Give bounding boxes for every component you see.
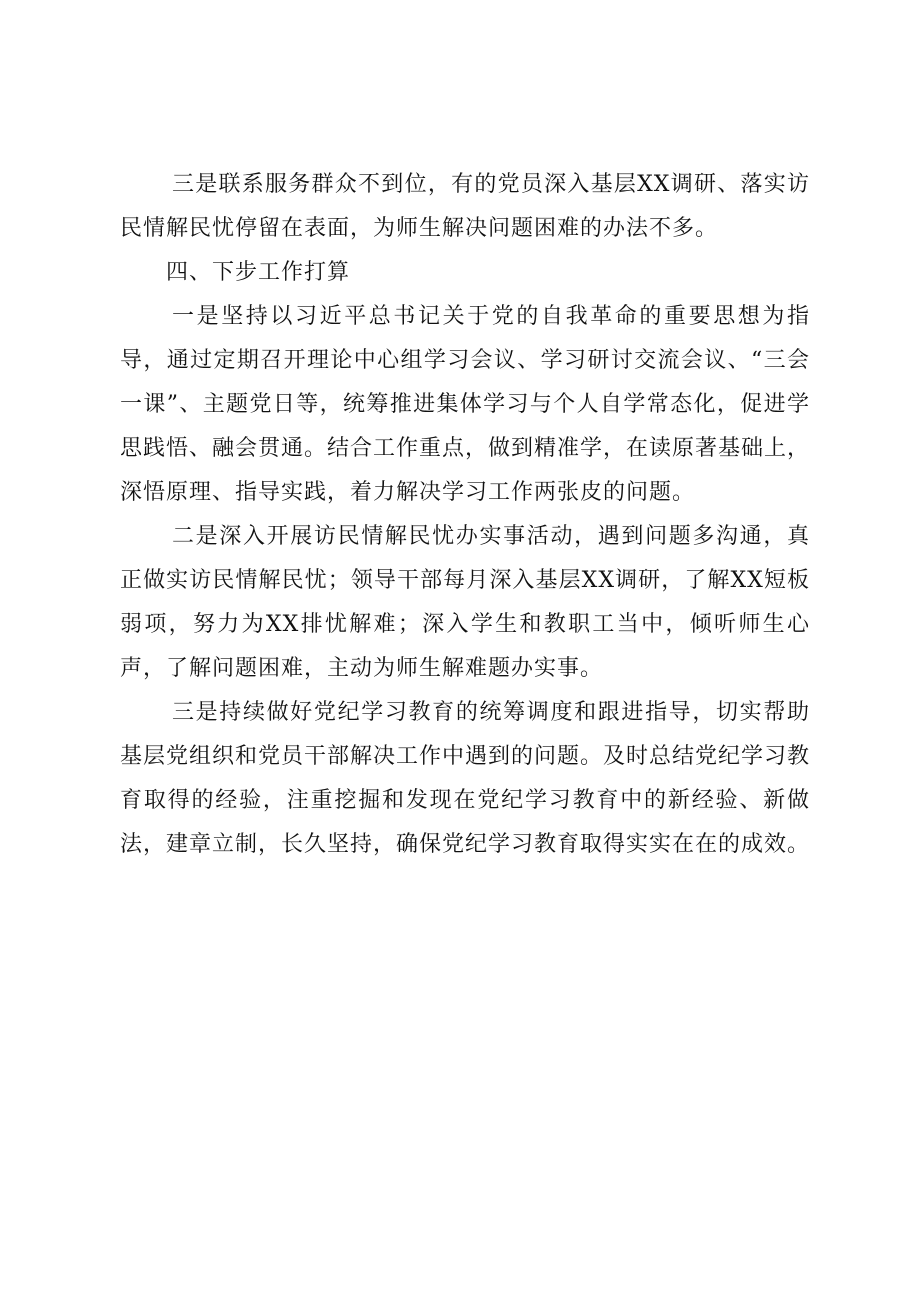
paragraph-plan-2: 二是深入开展访民情解民忧办实事活动，遇到问题多沟通，真正做实访民情解民忧；领导干部每月深入基层XX调研，了解XX短板弱项，努力为XX排忧解难；深入学生和教职工当中，倾听师生心声，了解问题困难，主动为师生解难题办实事。 [120, 524, 810, 681]
section-heading: 四、下步工作打算 [166, 260, 351, 285]
paragraph-problem-3: 三是联系服务群众不到位，有的党员深入基层XX调研、落实访民情解民忧停留在表面，为师生解决问题困难的办法不多。 [120, 172, 810, 241]
document-body [120, 163, 810, 867]
paragraph-plan-3: 三是持续做好党纪学习教育的统筹调度和跟进指导，切实帮助基层党组织和党员干部解决工作中遇到的问题。及时总结党纪学习教育取得的经验，注重挖掘和发现在党纪学习教育中的新经验、新做法，建章立制，长久坚持，确保党纪学习教育取得实实在在的成效。 [120, 700, 811, 857]
paragraph-plan-1: 一是坚持以习近平总书记关于党的自我革命的重要思想为指导，通过定期召开理论中心组学习会议、学习研讨交流会议、“三会一课”、主题党日等，统筹推进集体学习与个人自学常态化，促进学思践悟、融会贯通。结合工作重点，做到精准学，在读原著基础上，深悟原理、指导实践，着力解决学习工作两张皮的问题。 [120, 304, 811, 505]
